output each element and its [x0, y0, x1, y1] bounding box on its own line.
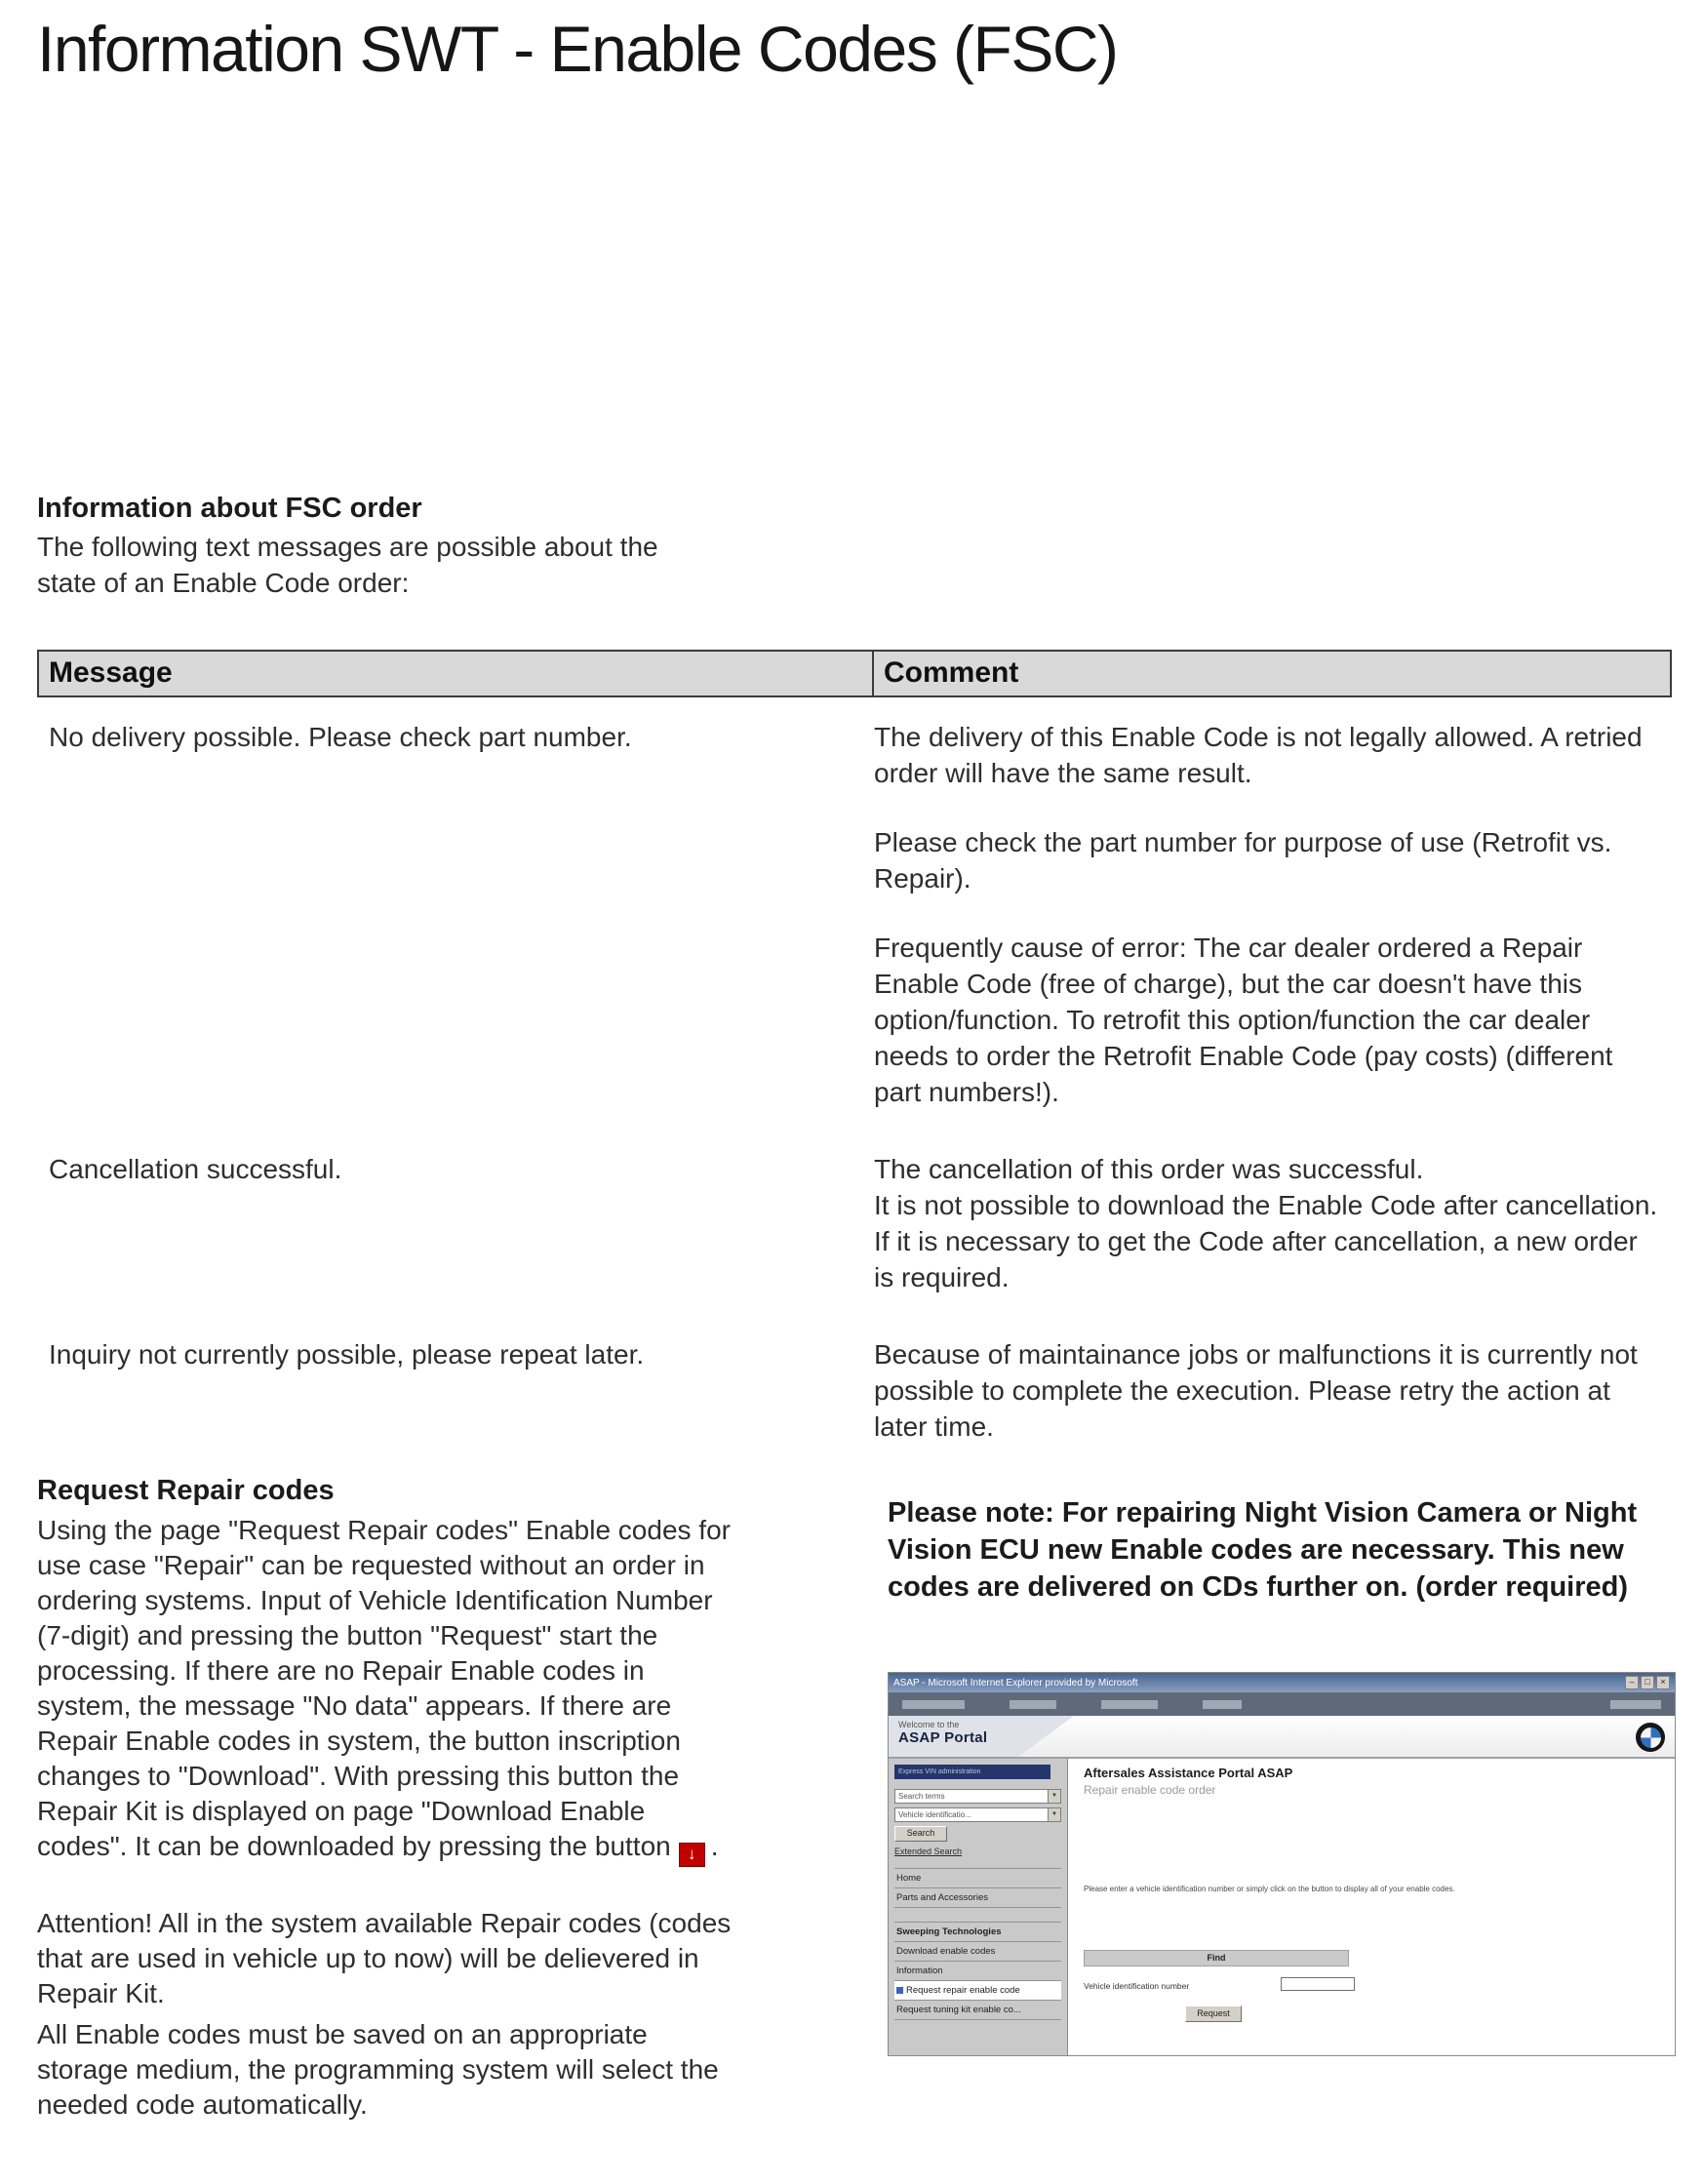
- repair-paragraph-1-text: Using the page "Request Repair codes" Enable codes for use case "Repair" can be requested without an order in ordering systems. Input of Vehicle Identification Number (7-digit) and pressing the button "Request" start the processing. If there are no Repair Enable codes in system, the message "No data" appears. If there are Repair Enable codes in system, the button inscription changes to "Download". With pressing this button the Repair Kit is displayed on page "Download Enable codes". It can be downloaded by pressing the button: [37, 1515, 731, 1861]
- portal-body: [889, 1759, 1675, 2055]
- repair-attention-paragraph: Attention! All in the system available Repair codes (codes that are used in vehicle up to now) will be delievered in Repair Kit.: [37, 1907, 732, 2008]
- comment-paragraph: Frequently cause of error: The car dealer ordered a Repair Enable Code (free of charge), but the car doesn't have this option/function. To retrofit this option/function the car dealer needs to order the Retrofit Enable Code (pay costs) (different part numbers!).: [874, 933, 1613, 1107]
- minimize-icon: –: [1625, 1676, 1639, 1689]
- close-icon: ×: [1656, 1676, 1670, 1689]
- portal-main-content: [1068, 1759, 1675, 2055]
- vin-field-label: Vehicle identification number: [1084, 1981, 1190, 1991]
- selected-item-marker: [896, 1987, 903, 1994]
- comment-paragraph: The cancellation of this order was successful.: [874, 1154, 1424, 1184]
- comment-cell: [872, 1151, 1672, 1295]
- table-row: [37, 1336, 1672, 1445]
- menu-item-placeholder: [1203, 1700, 1242, 1709]
- asap-portal-wordmark: ASAP Portal: [898, 1729, 988, 1746]
- sidebar-gap: [894, 1908, 1061, 1922]
- comment-paragraph: It is not possible to download the Enable Code after cancellation. If it is necessary to get the Code after cancellation, a new order is required.: [874, 1190, 1658, 1292]
- repair-section-heading: Request Repair codes: [37, 1475, 335, 1506]
- message-comment-table: [37, 650, 1672, 1445]
- menu-item-placeholder: [902, 1700, 965, 1709]
- sidebar-item-label: Request repair enable code: [906, 1985, 1020, 1996]
- sidebar-item-request-repair-enable-code: [894, 1981, 1061, 2001]
- repair-storage-paragraph: All Enable codes must be saved on an appropriate storage medium, the programming system will select the needed code automatically.: [37, 2018, 719, 2120]
- find-section-bar: Find: [1084, 1950, 1349, 1966]
- sidebar-item-request-tuning-kit: Request tuning kit enable co...: [894, 2001, 1061, 2020]
- portal-top-nav-bar: [889, 1692, 1675, 1716]
- portal-header: [889, 1716, 1675, 1759]
- repair-paragraph-1-end: .: [710, 1831, 719, 1861]
- fsc-order-section: [37, 493, 700, 601]
- chevron-down-icon: ▼: [1048, 1790, 1060, 1803]
- menu-item-placeholder: [1010, 1700, 1056, 1709]
- portal-main-subheading: Repair enable code order: [1084, 1783, 1216, 1797]
- asap-portal-screenshot: [888, 1672, 1676, 2056]
- comment-paragraph: The delivery of this Enable Code is not legally allowed. A retried order will have the same result.: [874, 722, 1643, 788]
- request-repair-codes-section: [37, 1475, 735, 2123]
- bmw-roundel-icon: [1636, 1723, 1665, 1752]
- repair-paragraph-1: [37, 1513, 735, 1867]
- sidebar-item-information: Information: [894, 1962, 1061, 1981]
- sidebar-item-home: Home: [894, 1869, 1061, 1888]
- table-row: [37, 1151, 1672, 1295]
- browser-title-text: ASAP - Microsoft Internet Explorer provided by Microsoft: [893, 1677, 1138, 1688]
- message-cell: Cancellation successful.: [49, 1154, 342, 1184]
- welcome-text: Welcome to the: [898, 1720, 960, 1729]
- menu-item-placeholder: [1610, 1700, 1661, 1709]
- portal-logo: [898, 1720, 987, 1746]
- vehicle-identification-value: Vehicle identificatio...: [898, 1810, 971, 1819]
- table-row: [37, 719, 1672, 1110]
- download-arrow-glyph: ↓: [687, 1845, 696, 1863]
- comment-cell: [872, 719, 1672, 1110]
- sidebar-item-download-enable-codes: Download enable codes: [894, 1942, 1061, 1962]
- search-terms-value: Search terms: [898, 1792, 945, 1801]
- comment-paragraph: Because of maintainance jobs or malfunctions it is currently not possible to complete the execution. Please retry the action at later time.: [874, 1339, 1638, 1442]
- fsc-section-intro: The following text messages are possible about the state of an Enable Code order:: [37, 532, 658, 598]
- vehicle-identification-select: [894, 1807, 1061, 1822]
- maximize-icon: □: [1641, 1676, 1654, 1689]
- sidebar-nav-sweeping: [894, 1922, 1061, 2020]
- table-header-comment: Comment: [884, 656, 1019, 689]
- vin-instruction-text: Please enter a vehicle identification number or simply click on the button to display all of your enable codes.: [1084, 1885, 1455, 1893]
- download-icon: [679, 1843, 705, 1867]
- request-button: Request: [1185, 2005, 1242, 2022]
- vin-input-field: [1281, 1977, 1355, 1991]
- portal-main-heading: Aftersales Assistance Portal ASAP: [1084, 1766, 1293, 1780]
- menu-item-placeholder: [1101, 1700, 1158, 1709]
- comment-paragraph: Please check the part number for purpose of use (Retrofit vs. Repair).: [874, 827, 1612, 893]
- comment-cell: [872, 1336, 1672, 1445]
- message-cell: No delivery possible. Please check part number.: [49, 722, 632, 752]
- table-header-row: [37, 650, 1672, 697]
- table-header-message: Message: [39, 652, 874, 695]
- sidebar-item-sweeping-technologies: Sweeping Technologies: [894, 1923, 1061, 1942]
- search-button: Search: [894, 1826, 947, 1842]
- portal-sidebar: [889, 1759, 1068, 2055]
- extended-search-link: Extended Search: [894, 1846, 963, 1856]
- please-note-text: Please note: For repairing Night Vision Camera or Night Vision ECU new Enable codes are necessary. This new codes are delivered on CDs further on. (order required): [888, 1497, 1638, 1603]
- sidebar-nav-top: [894, 1868, 1061, 1908]
- search-terms-input: [894, 1789, 1061, 1804]
- browser-title-bar: [889, 1673, 1675, 1692]
- sidebar-item-parts-and-accessories: Parts and Accessories: [894, 1888, 1061, 1908]
- page-title: Information SWT - Enable Codes (FSC): [37, 13, 1118, 85]
- chevron-down-icon: ▼: [1048, 1808, 1060, 1821]
- express-vin-administration-button: Express VIN administration: [894, 1765, 1050, 1779]
- fsc-section-heading: Information about FSC order: [37, 493, 422, 524]
- message-cell: Inquiry not currently possible, please repeat later.: [49, 1339, 645, 1370]
